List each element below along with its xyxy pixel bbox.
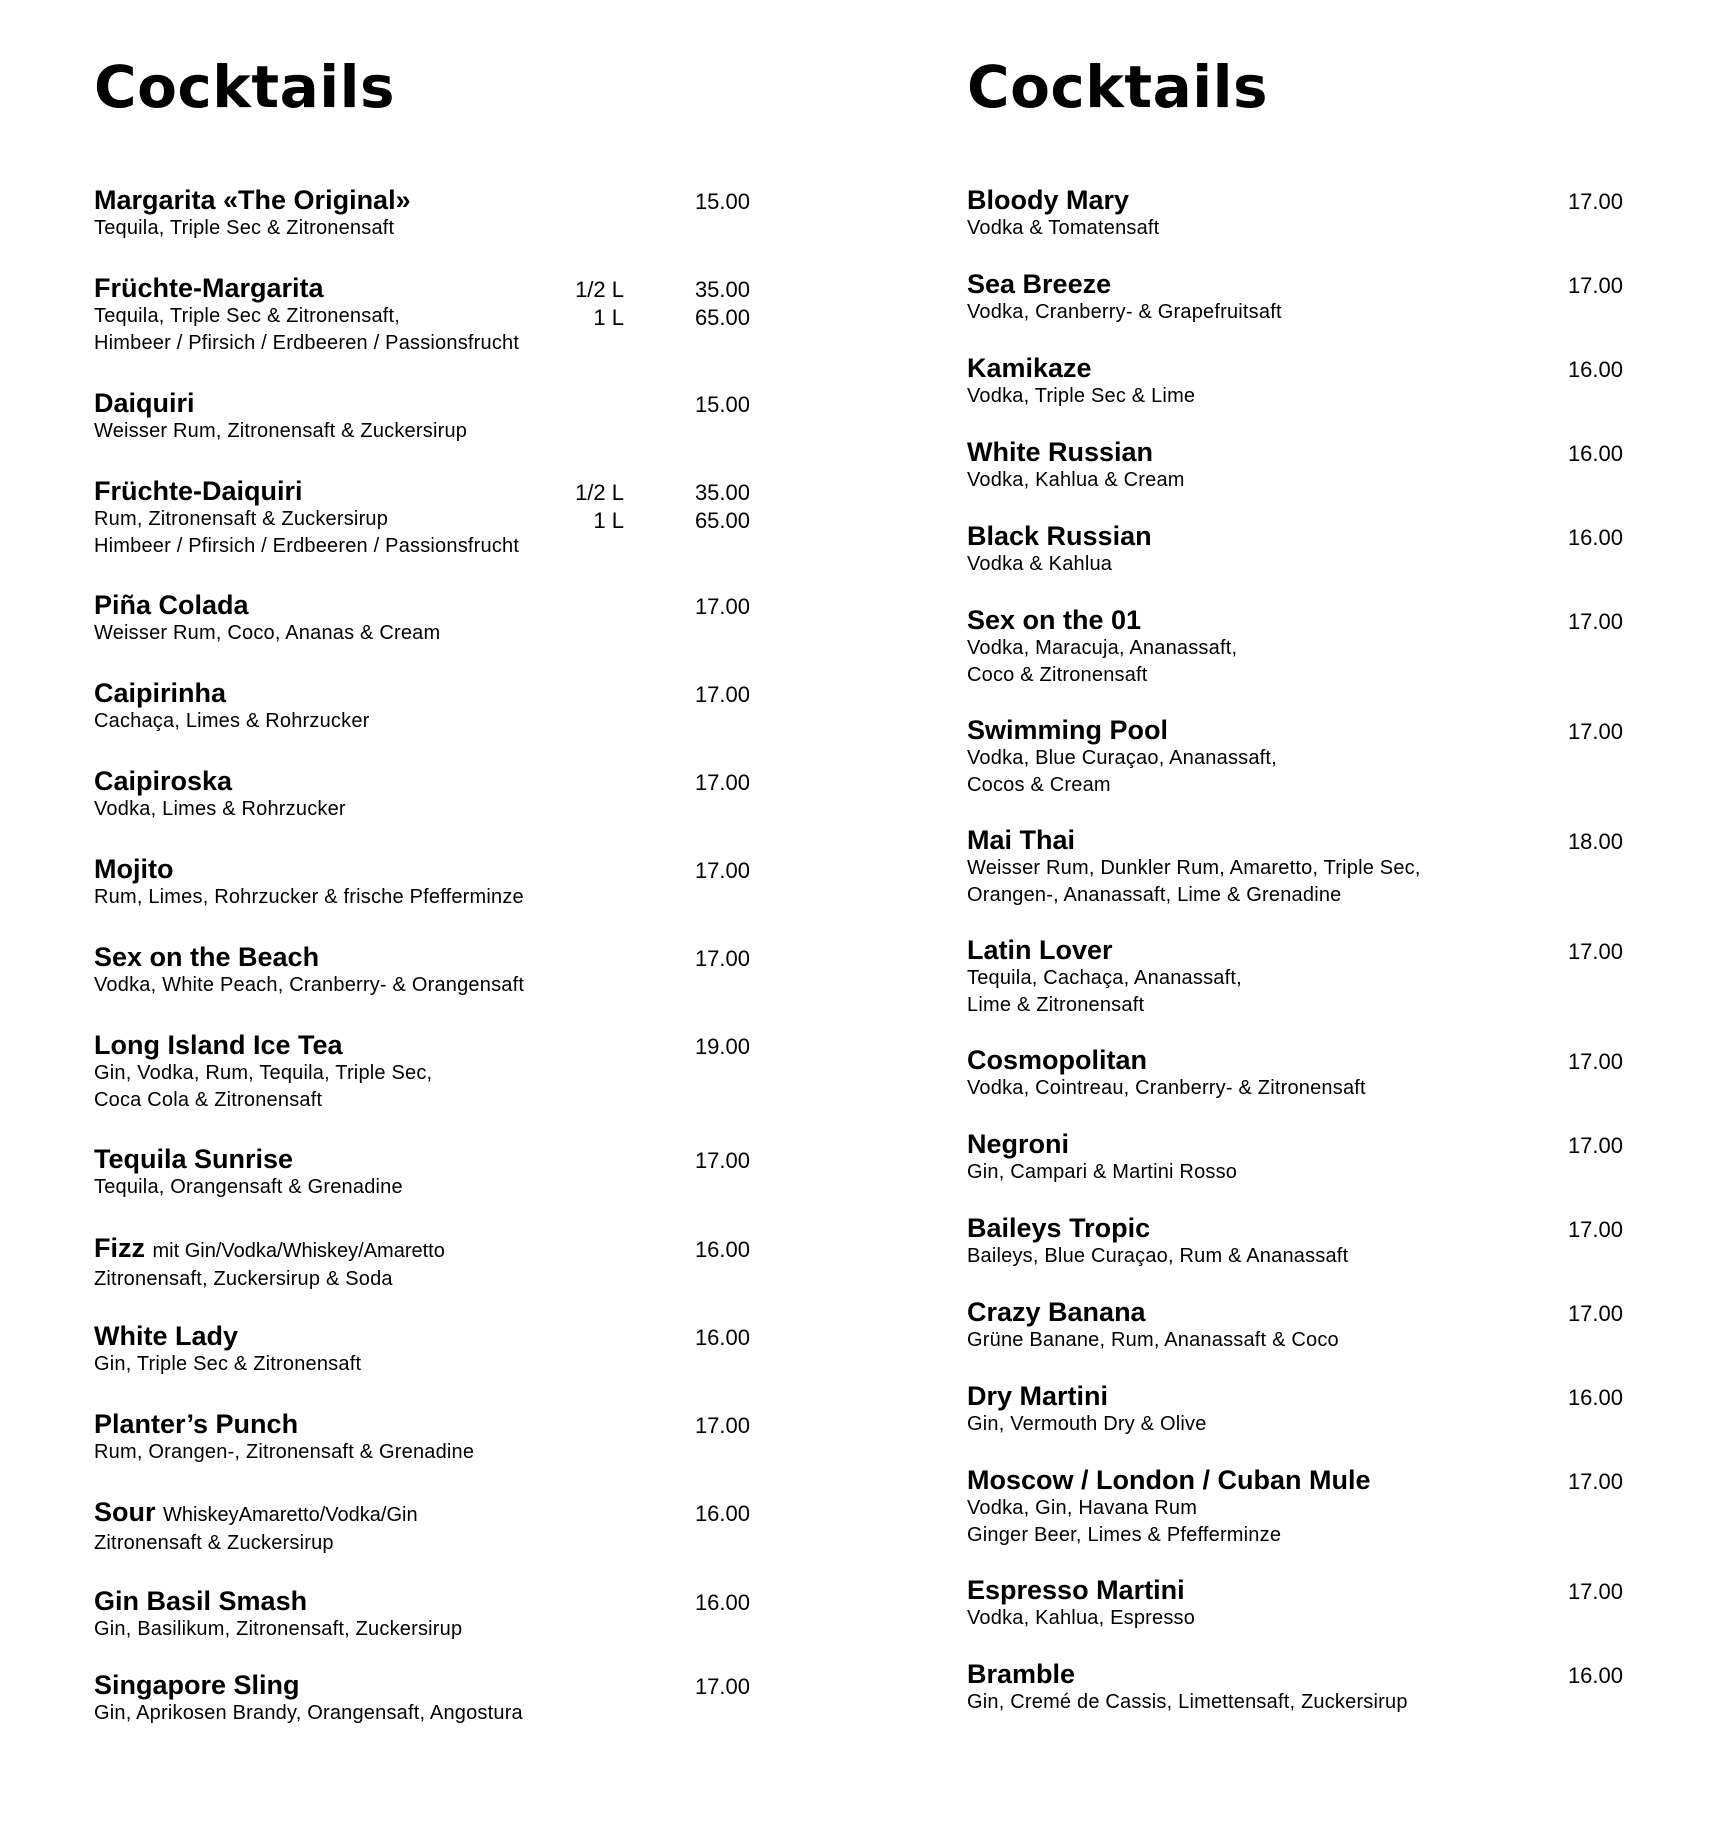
menu-item <box>967 935 1623 1019</box>
item-price: 16.00 <box>1567 357 1623 382</box>
item-name-text: White Russian <box>967 437 1154 467</box>
item-description: Ginger Beer, Limes & Pfefferminze <box>967 1524 1282 1546</box>
item-price: 17.00 <box>1567 609 1623 634</box>
menu-item <box>94 476 750 560</box>
item-description: Weisser Rum, Coco, Ananas & Cream <box>94 622 441 644</box>
item-price: 17.00 <box>1567 1579 1623 1604</box>
item-price: 17.00 <box>1567 189 1623 214</box>
item-description: Cocos & Cream <box>967 774 1111 796</box>
item-name <box>94 942 750 972</box>
item-name-text: Früchte-Margarita <box>94 273 324 303</box>
item-description: Gin, Cremé de Cassis, Limettensaft, Zuckersirup <box>967 1691 1408 1713</box>
menu-item <box>967 185 1623 242</box>
item-name <box>967 269 1623 299</box>
item-name <box>967 521 1623 551</box>
item-price: 17.00 <box>694 1674 750 1699</box>
menu-item <box>967 437 1623 494</box>
item-name-text: Black Russian <box>967 521 1152 551</box>
item-name <box>967 1575 1623 1605</box>
item-description: Tequila, Triple Sec & Zitronensaft, <box>94 305 401 327</box>
item-price: 16.00 <box>694 1325 750 1350</box>
menu-item <box>967 1575 1623 1632</box>
item-description: Vodka & Kahlua <box>967 553 1113 575</box>
menu-item <box>967 1381 1623 1438</box>
item-name-text: Sex on the 01 <box>967 605 1142 635</box>
menu-item <box>94 185 750 242</box>
item-name-text: Moscow / London / Cuban Mule <box>967 1465 1371 1495</box>
item-price: 18.00 <box>1567 829 1623 854</box>
item-price: 16.00 <box>1567 525 1623 550</box>
item-name <box>967 1045 1623 1075</box>
item-name <box>94 476 750 506</box>
item-name <box>94 678 750 708</box>
item-description: Cachaça, Limes & Rohrzucker <box>94 710 370 732</box>
item-name-text: Mojito <box>94 854 174 884</box>
item-description: Weisser Rum, Zitronensaft & Zuckersirup <box>94 420 468 442</box>
item-name <box>967 935 1623 965</box>
item-name <box>94 854 750 884</box>
item-description: Vodka, Gin, Havana Rum <box>967 1497 1198 1519</box>
menu-item <box>94 1144 750 1201</box>
item-name <box>94 388 750 418</box>
menu-item <box>967 1659 1623 1716</box>
item-description: Tequila, Orangensaft & Grenadine <box>94 1176 403 1198</box>
menu-item <box>967 605 1623 689</box>
item-name-text: Früchte-Daiquiri <box>94 476 303 506</box>
menu-item <box>94 1586 750 1643</box>
item-price: 17.00 <box>1567 273 1623 298</box>
item-price: 16.00 <box>694 1590 750 1615</box>
item-price: 35.00 <box>694 277 750 302</box>
item-name <box>94 273 750 303</box>
item-name <box>94 1321 750 1351</box>
item-name-text: White Lady <box>94 1321 239 1351</box>
item-name <box>967 185 1623 215</box>
item-name-text: Singapore Sling <box>94 1670 300 1700</box>
item-name-text: Tequila Sunrise <box>94 1144 294 1174</box>
item-name <box>94 1233 750 1266</box>
item-description: Himbeer / Pfirsich / Erdbeeren / Passionsfrucht <box>94 535 520 557</box>
item-name-text: Espresso Martini <box>967 1575 1185 1605</box>
item-name-text: Cosmopolitan <box>967 1045 1147 1075</box>
item-price: 16.00 <box>1567 441 1623 466</box>
menu-item <box>94 590 750 647</box>
menu-item <box>94 942 750 999</box>
item-description: Rum, Limes, Rohrzucker & frische Pfefferminze <box>94 886 524 908</box>
item-description: Vodka, Maracuja, Ananassaft, <box>967 637 1238 659</box>
item-name <box>967 1381 1623 1411</box>
item-name-text: Crazy Banana <box>967 1297 1146 1327</box>
item-description: Weisser Rum, Dunkler Rum, Amaretto, Triple Sec, <box>967 857 1421 879</box>
item-description: Vodka, Triple Sec & Lime <box>967 385 1196 407</box>
item-name <box>94 1670 750 1700</box>
item-name <box>967 825 1623 855</box>
item-description: Himbeer / Pfirsich / Erdbeeren / Passionsfrucht <box>94 332 520 354</box>
menu-item <box>967 269 1623 326</box>
item-price: 17.00 <box>694 1148 750 1173</box>
item-name <box>94 185 750 215</box>
item-name-text: Negroni <box>967 1129 1070 1159</box>
item-name <box>967 1213 1623 1243</box>
item-price: 65.00 <box>694 305 750 330</box>
item-name <box>94 1144 750 1174</box>
item-name-text: Gin Basil Smash <box>94 1586 308 1616</box>
item-name-text: Daiquiri <box>94 388 195 418</box>
item-name-text: Dry Martini <box>967 1381 1109 1411</box>
item-description: Tequila, Cachaça, Ananassaft, <box>967 967 1242 989</box>
item-name-text: Planter’s Punch <box>94 1409 299 1439</box>
item-description: Gin, Aprikosen Brandy, Orangensaft, Angostura <box>94 1702 523 1724</box>
menu-item <box>94 388 750 445</box>
item-price: 17.00 <box>1567 1217 1623 1242</box>
item-description: Vodka, Cranberry- & Grapefruitsaft <box>967 301 1282 323</box>
item-name <box>967 1659 1623 1689</box>
item-name-text: Sea Breeze <box>967 269 1112 299</box>
page-title: Cocktails <box>94 53 396 121</box>
item-price: 17.00 <box>1567 939 1623 964</box>
item-description: Rum, Orangen-, Zitronensaft & Grenadine <box>94 1441 475 1463</box>
menu-item <box>94 1321 750 1378</box>
item-description: Vodka, White Peach, Cranberry- & Orangensaft <box>94 974 525 996</box>
menu-item <box>967 1297 1623 1354</box>
menu-item <box>967 1465 1623 1549</box>
item-name-text: Swimming Pool <box>967 715 1169 745</box>
item-description: Lime & Zitronensaft <box>967 994 1145 1016</box>
item-name <box>967 437 1623 467</box>
menu-item <box>94 854 750 911</box>
menu-item <box>967 521 1623 578</box>
menu-item <box>94 1030 750 1114</box>
item-name-text: Baileys Tropic <box>967 1213 1151 1243</box>
item-description: Gin, Basilikum, Zitronensaft, Zuckersirup <box>94 1618 463 1640</box>
item-price: 17.00 <box>694 770 750 795</box>
item-description: Orangen-, Ananassaft, Lime & Grenadine <box>967 884 1342 906</box>
item-description: Zitronensaft, Zuckersirup & Soda <box>94 1268 393 1290</box>
item-note: mit Gin/Vodka/Whiskey/Amaretto <box>152 1240 445 1262</box>
menu-item <box>967 715 1623 799</box>
item-description: Vodka, Limes & Rohrzucker <box>94 798 346 820</box>
item-name <box>94 1030 750 1060</box>
item-name <box>94 1409 750 1439</box>
item-name <box>967 353 1623 383</box>
item-description: Gin, Vodka, Rum, Tequila, Triple Sec, <box>94 1062 433 1084</box>
item-name-text: Piña Colada <box>94 590 249 620</box>
item-description: Grüne Banane, Rum, Ananassaft & Coco <box>967 1329 1339 1351</box>
item-description: Vodka, Cointreau, Cranberry- & Zitronensaft <box>967 1077 1366 1099</box>
item-description: Coco & Zitronensaft <box>967 664 1148 686</box>
item-description: Vodka, Kahlua, Espresso <box>967 1607 1196 1629</box>
item-description: Rum, Zitronensaft & Zuckersirup <box>94 508 389 530</box>
item-description: Vodka, Kahlua & Cream <box>967 469 1185 491</box>
menu-item <box>94 678 750 735</box>
item-name-text: Margarita «The Original» <box>94 185 411 215</box>
page-title: Cocktails <box>967 53 1269 121</box>
item-price: 19.00 <box>694 1034 750 1059</box>
item-name-text: Sex on the Beach <box>94 942 320 972</box>
item-price: 17.00 <box>1567 719 1623 744</box>
item-name <box>967 715 1623 745</box>
menu-item <box>94 1497 750 1557</box>
item-name-text: Caipiroska <box>94 766 233 796</box>
item-price: 16.00 <box>1567 1663 1623 1688</box>
item-name-text: Long Island Ice Tea <box>94 1030 343 1060</box>
item-price: 17.00 <box>1567 1049 1623 1074</box>
item-price: 16.00 <box>694 1501 750 1526</box>
item-description: Gin, Vermouth Dry & Olive <box>967 1413 1207 1435</box>
item-price: 16.00 <box>1567 1385 1623 1410</box>
item-name <box>94 766 750 796</box>
item-price: 17.00 <box>694 1413 750 1438</box>
item-price: 17.00 <box>1567 1301 1623 1326</box>
item-description: Gin, Campari & Martini Rosso <box>967 1161 1238 1183</box>
item-name-text: Sour <box>94 1497 156 1527</box>
menu-item <box>94 766 750 823</box>
menu-item <box>967 1045 1623 1102</box>
menu-item <box>967 353 1623 410</box>
item-price: 15.00 <box>694 392 750 417</box>
item-price: 16.00 <box>694 1237 750 1262</box>
item-price: 17.00 <box>694 946 750 971</box>
menu-item <box>94 1409 750 1466</box>
item-size: 1 L <box>593 508 624 533</box>
item-name <box>94 1497 750 1530</box>
item-price: 17.00 <box>1567 1469 1623 1494</box>
item-size: 1/2 L <box>575 277 624 302</box>
item-price: 17.00 <box>694 594 750 619</box>
menu-item <box>94 273 750 357</box>
item-name-text: Mai Thai <box>967 825 1076 855</box>
item-name-text: Kamikaze <box>967 353 1092 383</box>
item-name <box>967 1297 1623 1327</box>
item-price: 35.00 <box>694 480 750 505</box>
menu-item <box>967 1213 1623 1270</box>
item-description: Vodka, Blue Curaçao, Ananassaft, <box>967 747 1277 769</box>
item-name-text: Caipirinha <box>94 678 227 708</box>
item-description: Zitronensaft & Zuckersirup <box>94 1532 334 1554</box>
item-description: Tequila, Triple Sec & Zitronensaft <box>94 217 395 239</box>
item-name <box>94 1586 750 1616</box>
item-name <box>967 1465 1623 1495</box>
item-price: 17.00 <box>694 858 750 883</box>
menu-item <box>967 825 1623 909</box>
item-price: 17.00 <box>1567 1133 1623 1158</box>
item-name-text: Bloody Mary <box>967 185 1130 215</box>
item-price: 65.00 <box>694 508 750 533</box>
menu-item <box>94 1670 750 1727</box>
item-price: 15.00 <box>694 189 750 214</box>
item-description: Coca Cola & Zitronensaft <box>94 1089 323 1111</box>
item-name-text: Latin Lover <box>967 935 1113 965</box>
item-size: 1/2 L <box>575 480 624 505</box>
item-name <box>967 605 1623 635</box>
item-description: Gin, Triple Sec & Zitronensaft <box>94 1353 362 1375</box>
item-price: 17.00 <box>694 682 750 707</box>
menu-item <box>967 1129 1623 1186</box>
item-size: 1 L <box>593 305 624 330</box>
item-name <box>94 590 750 620</box>
item-description: Baileys, Blue Curaçao, Rum & Ananassaft <box>967 1245 1349 1267</box>
item-name-text: Bramble <box>967 1659 1076 1689</box>
menu-item <box>94 1233 750 1293</box>
item-name <box>967 1129 1623 1159</box>
item-name-text: Fizz <box>94 1233 145 1263</box>
item-note: WhiskeyAmaretto/Vodka/Gin <box>163 1504 418 1526</box>
item-description: Vodka & Tomatensaft <box>967 217 1160 239</box>
